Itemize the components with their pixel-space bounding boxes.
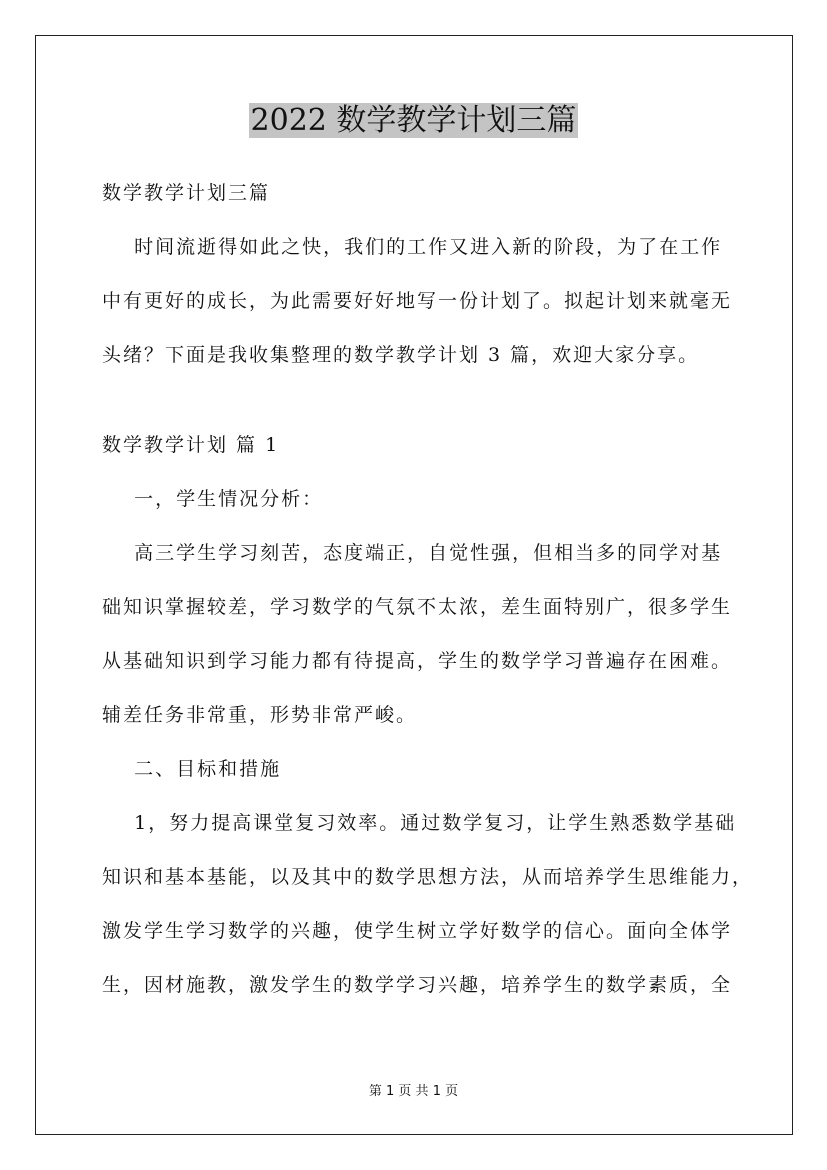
intro-line: 头绪？下面是我收集整理的数学教学计划 3 篇，欢迎大家分享。 bbox=[102, 344, 700, 366]
part1-heading: 一，学生情况分析： bbox=[102, 488, 324, 510]
part1-line: 从基础知识到学习能力都有待提高，学生的数学学习普遍存在困难。 bbox=[102, 650, 733, 672]
part2-heading: 二、目标和措施 bbox=[102, 758, 282, 780]
part1-line: 高三学生学习刻苦，态度端正，自觉性强，但相当多的同学对基 bbox=[102, 542, 723, 564]
document-title bbox=[0, 98, 827, 144]
part2-line: 知识和基本基能，以及其中的数学思想方法，从而培养学生思维能力， bbox=[102, 866, 754, 888]
intro-line: 时间流逝得如此之快，我们的工作又进入新的阶段，为了在工作 bbox=[102, 236, 723, 258]
document-body bbox=[102, 176, 754, 1003]
part1-line: 础知识掌握较差，学习数学的气氛不太浓，差生面特别广，很多学生 bbox=[102, 596, 733, 618]
part2-line: 激发学生学习数学的兴趣，使学生树立学好数学的信心。面向全体学 bbox=[102, 920, 733, 942]
page-footer: 第 1 页 共 1 页 bbox=[368, 1084, 459, 1099]
intro-line: 中有更好的成长，为此需要好好地写一份计划了。拟起计划来就毫无 bbox=[102, 290, 733, 312]
document-title-text: 2022 数学教学计划三篇 bbox=[250, 103, 577, 138]
document-subtitle: 数学教学计划三篇 bbox=[102, 182, 271, 204]
part2-line: 1，努力提高课堂复习效率。通过数学复习，让学生熟悉数学基础 bbox=[102, 812, 737, 834]
part2-line: 生，因材施教，激发学生的数学学习兴趣，培养学生的数学素质，全 bbox=[102, 974, 733, 996]
section-heading: 数学教学计划 篇 1 bbox=[102, 434, 280, 456]
part1-line: 辅差任务非常重，形势非常严峻。 bbox=[102, 704, 418, 726]
